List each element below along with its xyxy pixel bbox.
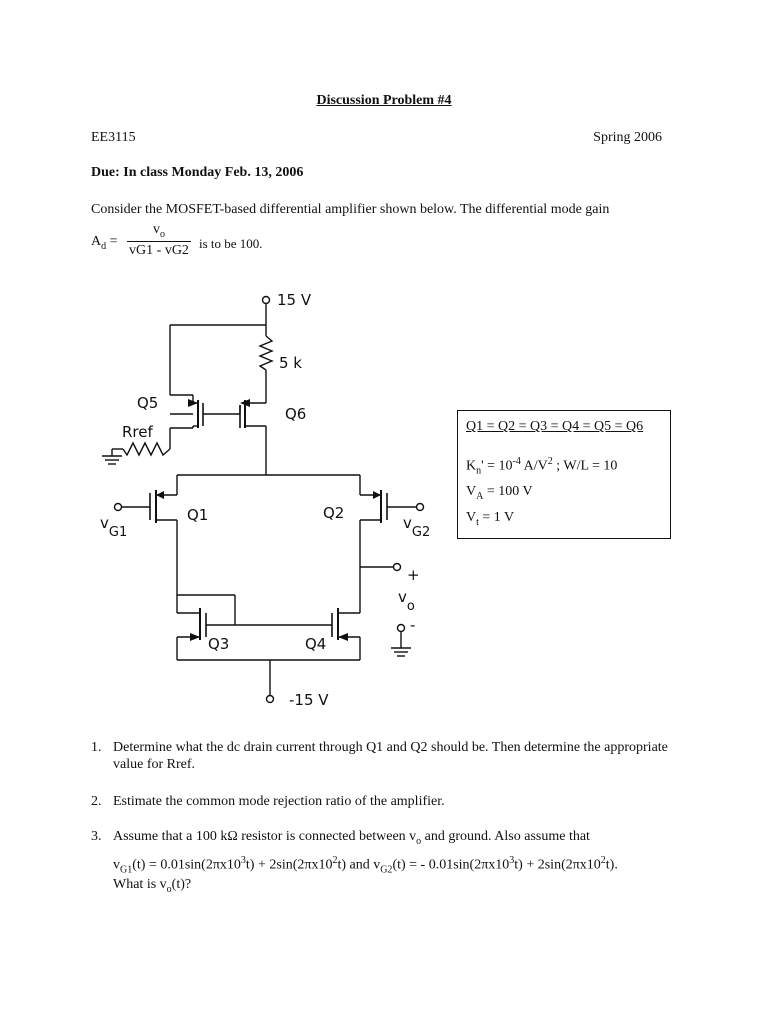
q5-label: Q5	[137, 394, 159, 412]
gain-equation	[91, 222, 391, 272]
va-param: $V_A = 100$ V	[466, 484, 533, 503]
due-date: Due: In class Monday Feb. 13, 2006	[91, 165, 304, 180]
q3-label: Q3	[208, 635, 230, 653]
supply-neg-label: -15 V	[289, 691, 329, 709]
q6-label: Q6	[285, 405, 307, 423]
parameter-box	[457, 410, 671, 539]
plus-label: +	[407, 566, 420, 584]
vg1-label: vG1	[100, 514, 128, 540]
course-code: EE3115	[91, 130, 136, 145]
transistor-equality: Q1 = Q2 = Q3 = Q4 = Q5 = Q6	[466, 419, 644, 434]
intro-text: Consider the MOSFET-based differential amplifier shown below. The differential mode gain	[91, 202, 610, 217]
q4-label: Q4	[305, 635, 327, 653]
q2-label: Q2	[323, 504, 345, 522]
kn-param: $K_n' = 10^{-4}$ $A/V^2$ ; W/L = 10	[466, 456, 618, 477]
minus-label: -	[410, 616, 416, 634]
term: Spring 2006	[593, 130, 662, 145]
vg2-label: vG2	[403, 514, 431, 540]
gain-tail: is to be 100.	[199, 236, 263, 251]
gain-symbol: $A_d$ =	[91, 234, 118, 252]
gain-fraction: $v_o$ vG1 - vG2	[127, 222, 191, 259]
supply-pos-label: 15 V	[277, 291, 312, 309]
q1-label: Q1	[187, 506, 209, 524]
resistor-label: 5 k	[279, 354, 302, 372]
vt-param: $V_t = 1$ V	[466, 510, 515, 529]
rref-label: Rref	[122, 423, 153, 441]
vo-label: vo	[398, 588, 415, 614]
page-title: Discussion Problem #4	[316, 93, 452, 108]
